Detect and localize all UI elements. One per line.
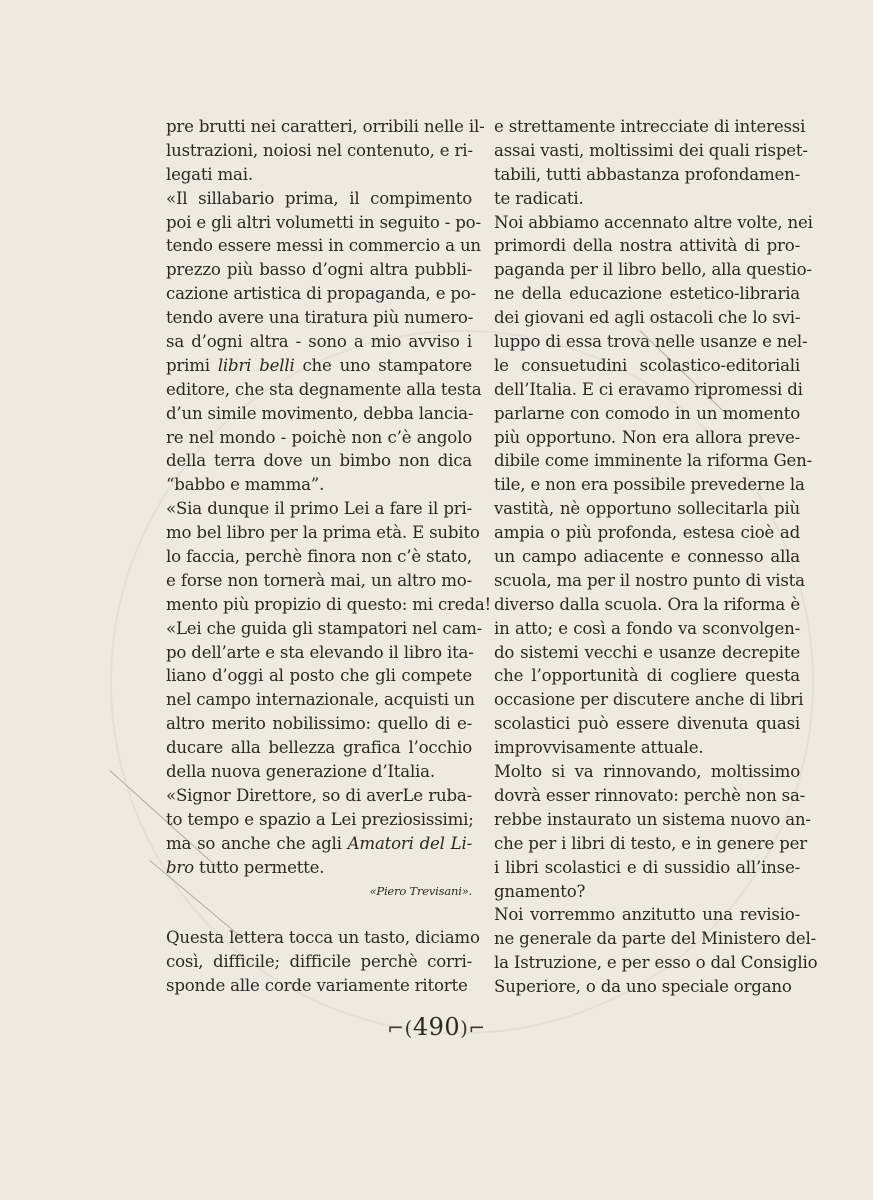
text-line: sponde alle corde variamente ritorte <box>166 976 468 996</box>
text-line: gnamento? <box>494 881 586 901</box>
text-line: tile, e non era possibile prevederne la <box>494 475 805 495</box>
text-line: altro merito nobilissimo: quello di e- <box>166 714 472 734</box>
text-line: poi e gli altri volumetti in seguito - po- <box>166 212 481 232</box>
text-line: della nuova generazione d’Italia. <box>166 762 435 782</box>
text-line: tabili, tutti abbastanza profondamen- <box>494 164 800 184</box>
text-line: te radicati. <box>494 188 584 208</box>
text-line: lustrazioni, noiosi nel contenuto, e ri- <box>166 140 473 160</box>
text-line: “babbo e mamma”. <box>166 475 325 495</box>
text-line: e strettamente intrecciate di interessi <box>494 117 806 136</box>
text-line: ma so anche che agli Amatori del Li- <box>166 833 472 853</box>
text-line: primi libri belli che uno stampatore <box>166 355 472 375</box>
folio-number: 490 <box>412 1013 461 1041</box>
text-line: lo faccia, perchè finora non c’è stato, <box>166 547 472 567</box>
text-line: Questa lettera tocca un tasto, diciamo <box>166 928 480 948</box>
text-line: occasione per discutere anche di libri <box>494 690 804 710</box>
text-line: Superiore, o da uno speciale organo <box>494 977 792 997</box>
text-line: della terra dove un bimbo non dica <box>166 451 472 471</box>
text-line: «Sia dunque il primo Lei a fare il pri- <box>166 499 472 519</box>
text-line: Molto si va rinnovando, moltissimo <box>494 762 800 782</box>
text-line: cazione artistica di propaganda, e po- <box>166 284 477 304</box>
text-line: Noi vorremmo anzitutto una revisio- <box>494 905 800 925</box>
left-column-continuation <box>166 926 480 998</box>
text-line: in atto; e così a fondo va sconvolgen- <box>494 618 800 638</box>
text-line: assai vasti, moltissimi dei quali rispet- <box>494 140 808 160</box>
text-line: un campo adiacente e connesso alla <box>494 547 800 567</box>
text-line: e forse non tornerà mai, un altro mo- <box>166 570 472 590</box>
text-line: tendo avere una tiratura più numero- <box>166 308 474 328</box>
text-line: mento più propizio di questo: mi creda! <box>166 594 491 614</box>
text-line: scuola, ma per il nostro punto di vista <box>494 570 805 590</box>
text-line: improvvisamente attuale. <box>494 738 704 758</box>
text-line: to tempo e spazio a Lei preziosissimi; <box>166 809 474 829</box>
folio-left-ornament: ⌐( <box>387 1016 413 1040</box>
text-line: luppo di essa trova nelle usanze e nel- <box>494 332 808 352</box>
text-line: prezzo più basso d’ogni altra pubbli- <box>166 260 472 280</box>
text-line: dei giovani ed agli ostacoli che lo svi- <box>494 308 801 328</box>
left-column-text <box>166 115 491 880</box>
text-line: do sistemi vecchi e usanze decrepite <box>494 642 800 662</box>
text-line: pre brutti nei caratteri, orribili nelle il- <box>166 117 485 136</box>
text-line: che per i libri di testo, e in genere per <box>494 833 807 853</box>
text-line: liano d’oggi al posto che gli compete <box>166 666 472 686</box>
text-line: parlarne con comodo in un momento <box>494 403 800 423</box>
text-line: ne generale da parte del Ministero del- <box>494 929 817 949</box>
text-line: diverso dalla scuola. Ora la riforma è <box>494 594 800 614</box>
text-line: che l’opportunità di cogliere questa <box>494 666 800 686</box>
folio-right-ornament: )⌐ <box>460 1016 486 1040</box>
paragraph-gap <box>166 903 472 926</box>
text-line: scolastici può essere divenuta quasi <box>494 714 800 734</box>
text-line: «Il sillabario prima, il compimento <box>166 188 472 208</box>
text-line: paganda per il libro bello, alla questio- <box>494 260 812 280</box>
text-line: rebbe instaurato un sistema nuovo an- <box>494 809 811 829</box>
text-line: nel campo internazionale, acquisti un <box>166 690 475 710</box>
text-line: primordi della nostra attività di pro- <box>494 236 800 256</box>
text-line: dovrà esser rinnovato: perchè non sa- <box>494 785 806 805</box>
text-line: vastità, nè opportuno sollecitarla più <box>494 499 800 519</box>
text-line: tendo essere messi in commercio a un <box>166 236 481 256</box>
right-column <box>494 115 818 999</box>
text-line: i libri scolastici e di sussidio all’inse- <box>494 857 800 877</box>
text-line: sa d’ogni altra - sono a mio avviso i <box>166 332 472 352</box>
text-line: ducare alla bellezza grafica l’occhio <box>166 738 472 758</box>
text-line: dell’Italia. E ci eravamo ripromessi di <box>494 379 803 399</box>
text-line: «Signor Direttore, so di averLe ruba- <box>166 785 472 805</box>
right-column-text <box>494 115 818 999</box>
page-number <box>0 1013 873 1041</box>
text-line: più opportuno. Non era allora preve- <box>494 427 800 447</box>
text-line: legati mai. <box>166 164 253 184</box>
text-line: ampia o più profonda, estesa cioè ad <box>494 523 800 543</box>
text-line: ne della educazione estetico-libraria <box>494 284 800 304</box>
letter-signature: «Piero Trevisani». <box>369 883 472 898</box>
text-line: la Istruzione, e per esso o dal Consiglio <box>494 953 818 973</box>
text-line: d’un simile movimento, debba lancia- <box>166 403 474 423</box>
text-line: re nel mondo - poichè non c’è angolo <box>166 427 472 447</box>
text-line: po dell’arte e sta elevando il libro ita- <box>166 642 474 662</box>
text-line: «Lei che guida gli stampatori nel cam- <box>166 618 483 638</box>
text-line: dibile come imminente la riforma Gen- <box>494 451 813 471</box>
text-line: bro tutto permette. <box>166 857 325 877</box>
text-line: così, difficile; difficile perchè corri- <box>166 952 472 972</box>
text-line: Noi abbiamo accennato altre volte, nei <box>494 212 813 232</box>
left-column <box>166 115 491 998</box>
text-line: le consuetudini scolastico-editoriali <box>494 355 800 375</box>
text-line: editore, che sta degnamente alla testa <box>166 379 482 399</box>
text-line: mo bel libro per la prima età. E subito <box>166 523 480 543</box>
